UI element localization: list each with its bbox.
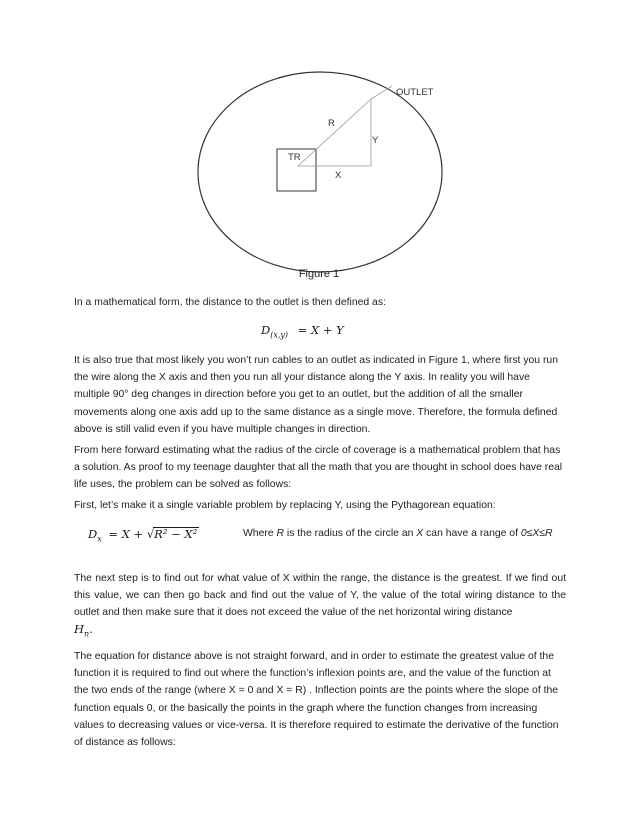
where-text-2: is the radius of the circle an (284, 528, 417, 539)
paragraph-6: The equation for distance above is not straight forward, and in order to estimate the greatest value of the function it is required to find out where the function’s inflexion points are, and the value of the function at the two ends of the range (where X = 0 and X = R) . Inflection points are the points where the slope of the function equals 0, or the basically the points in the graph where the function changes from increasing values to decreasing values or vice-versa. It is therefore required to estimate the derivative of the function of distance as follows: (74, 651, 559, 749)
where-r: R (276, 528, 285, 539)
paragraph-2: It is also true that most likely you won’t run cables to an outlet as indicated in Figure 1, where first you run the wire along the X axis and then you run all your distance along the Y axis. In reality you will have multiple 90° deg changes in direction before you get to an outlet, but the addition of all the smaller movements along one axis add up to the same distance as a single move. Therefore, the formula defined above is still valid even if you have multiple changes in direction. (74, 355, 558, 435)
eq2-sub: x (97, 534, 102, 544)
where-text-1: Where (243, 528, 277, 539)
hn-sub: n (84, 629, 90, 639)
eq1-rhs: = X + Y (297, 323, 344, 337)
coverage-diagram (0, 0, 638, 290)
tr-label: TR (288, 152, 301, 163)
outlet-pointer (371, 86, 392, 99)
where-range: 0≤X≤R (520, 528, 553, 539)
r-label: R (328, 118, 335, 129)
eq2-radicand: R² − X² (154, 527, 198, 541)
hn-symbol (74, 622, 93, 638)
eq1-lhs: D (261, 323, 271, 337)
paragraph-5: The next step is to find out for what value of X within the range, the distance is the greatest. If we find out this value, we can then go back and find out the value of Y, the value of the total wiring distance to the outlet and then make sure that it does not exceed the value of the net horizontal wiring distance (74, 573, 566, 619)
coverage-circle (198, 72, 442, 272)
sqrt-symbol: √ (146, 527, 155, 541)
paragraph-1: In a mathematical form, the distance to the outlet is then defined as: (74, 297, 386, 308)
eq2-mid: = X + (108, 527, 147, 541)
where-text-3: can have a range of (423, 528, 521, 539)
eq1-sub: (x,y) (270, 330, 289, 340)
paragraph-3: From here forward estimating what the radius of the circle of coverage is a mathematical problem that has a solution. As proof to my teenage daughter that all the math that you are thought in school does have real life uses, the problem can be solved as follows: (74, 445, 563, 491)
equation-2 (88, 527, 199, 543)
paragraph-4: First, let’s make it a single variable problem by replacing Y, using the Pythagorean equation: (74, 500, 496, 511)
outlet-label: OUTLET (396, 87, 434, 98)
eq2-lhs: D (88, 527, 98, 541)
hn-base: H (74, 622, 85, 636)
y-label: Y (372, 135, 379, 146)
figure-caption: Figure 1 (298, 268, 340, 280)
equation-1 (261, 323, 344, 339)
x-label: X (335, 170, 342, 181)
range-statement (243, 528, 552, 539)
where-x: X (416, 528, 424, 539)
radius-line (298, 99, 371, 166)
hn-tail: . (89, 622, 93, 636)
